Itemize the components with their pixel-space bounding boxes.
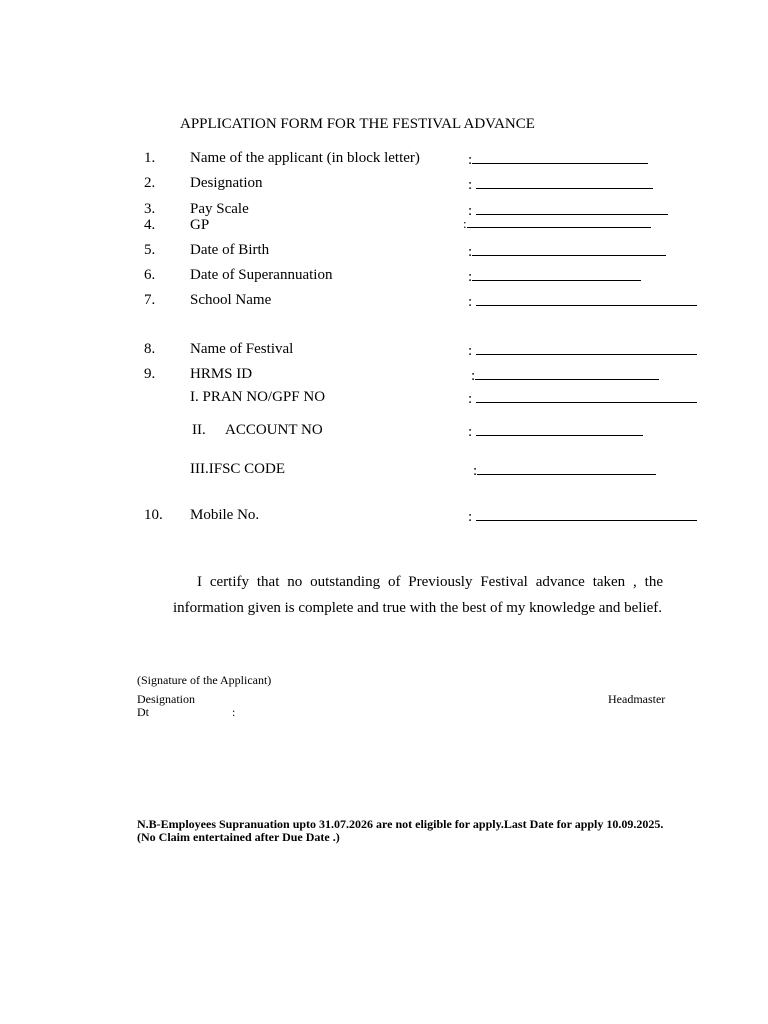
form-title: APPLICATION FORM FOR THE FESTIVAL ADVANCE — [180, 116, 535, 132]
applicant-signature-label: (Signature of the Applicant) — [137, 673, 272, 687]
field-number-7: 7. — [144, 292, 156, 308]
date-signature-label: Dt — [137, 705, 149, 719]
applicant-name-field[interactable] — [472, 150, 648, 164]
field-colon: : — [473, 463, 478, 479]
field-row-name-of-festival — [468, 341, 697, 360]
field-row-hrms-id — [471, 366, 659, 385]
field-row-ifsc-code — [473, 461, 656, 480]
field-number-9: 9. — [144, 366, 156, 382]
field-colon: : — [471, 368, 476, 384]
field-row-date-of-superannuation — [468, 267, 641, 286]
field-number-8: 8. — [144, 341, 156, 357]
field-label-gp: GP — [190, 217, 210, 233]
field-label-hrms-id: HRMS ID — [190, 366, 253, 382]
field-row-designation — [468, 175, 653, 194]
field-label-designation: Designation — [190, 175, 263, 191]
field-row-mobile-no — [468, 507, 697, 526]
field-number-2: 2. — [144, 175, 156, 191]
field-row-applicant-name — [468, 150, 648, 169]
field-row-account-no — [468, 422, 643, 441]
field-colon: : — [468, 244, 473, 260]
field-colon: : — [468, 152, 473, 168]
field-row-date-of-birth — [468, 242, 666, 261]
field-label-date-of-superannuation: Date of Superannuation — [190, 267, 333, 283]
field-row-school-name — [468, 292, 697, 311]
field-number-10: 10. — [144, 507, 163, 523]
field-label-name-of-festival: Name of Festival — [190, 341, 294, 357]
field-colon: : — [468, 343, 473, 359]
field-colon: : — [468, 391, 473, 407]
account-no-field[interactable] — [476, 422, 643, 436]
date-signature-colon: : — [232, 705, 236, 719]
field-number-6: 6. — [144, 267, 156, 283]
field-number-ii: II. — [192, 422, 206, 438]
certification-statement: I certify that no outstanding of Previously Festival advance taken , the information given is complete and true with the best of my knowledge and belief. — [173, 574, 663, 616]
field-colon: : — [468, 424, 473, 440]
pran-gpf-no-field[interactable] — [476, 389, 697, 403]
field-label-pran-gpf-no: I. PRAN NO/GPF NO — [190, 389, 326, 405]
field-label-school-name: School Name — [190, 292, 272, 308]
pay-scale-field[interactable] — [476, 201, 668, 215]
mobile-no-field[interactable] — [476, 507, 697, 521]
hrms-id-field[interactable] — [475, 366, 659, 380]
school-name-field[interactable] — [476, 292, 697, 306]
field-number-4: 4. — [144, 217, 156, 233]
headmaster-label: Headmaster — [608, 692, 666, 706]
field-label-account-no: ACCOUNT NO — [225, 422, 323, 438]
eligibility-note: N.B-Employees Supranuation upto 31.07.2026 are not eligible for apply.Last Date for apply 10.09.2025.(No Claim entertained after Due Date .) — [137, 817, 664, 844]
field-label-pay-scale: Pay Scale — [190, 201, 249, 217]
designation-signature-label: Designation — [137, 692, 195, 706]
field-colon: : — [468, 294, 473, 310]
field-colon: : — [463, 216, 467, 231]
designation-field[interactable] — [476, 175, 653, 189]
field-number-3: 3. — [144, 201, 156, 217]
date-of-birth-field[interactable] — [472, 242, 666, 256]
field-label-ifsc-code: III.IFSC CODE — [190, 461, 286, 477]
ifsc-code-field[interactable] — [477, 461, 656, 475]
field-number-1: 1. — [144, 150, 156, 166]
field-label-mobile-no: Mobile No. — [190, 507, 260, 523]
name-of-festival-field[interactable] — [476, 341, 697, 355]
gp-field[interactable] — [467, 216, 651, 228]
field-row-pran-gpf-no — [468, 389, 697, 408]
field-row-gp — [463, 216, 651, 232]
field-colon: : — [468, 509, 473, 525]
field-colon: : — [468, 177, 473, 193]
field-label-date-of-birth: Date of Birth — [190, 242, 270, 258]
field-label-applicant-name: Name of the applicant (in block letter) — [190, 150, 420, 166]
field-number-5: 5. — [144, 242, 156, 258]
date-of-superannuation-field[interactable] — [472, 267, 641, 281]
field-colon: : — [468, 269, 473, 285]
field-colon: : — [468, 203, 473, 219]
